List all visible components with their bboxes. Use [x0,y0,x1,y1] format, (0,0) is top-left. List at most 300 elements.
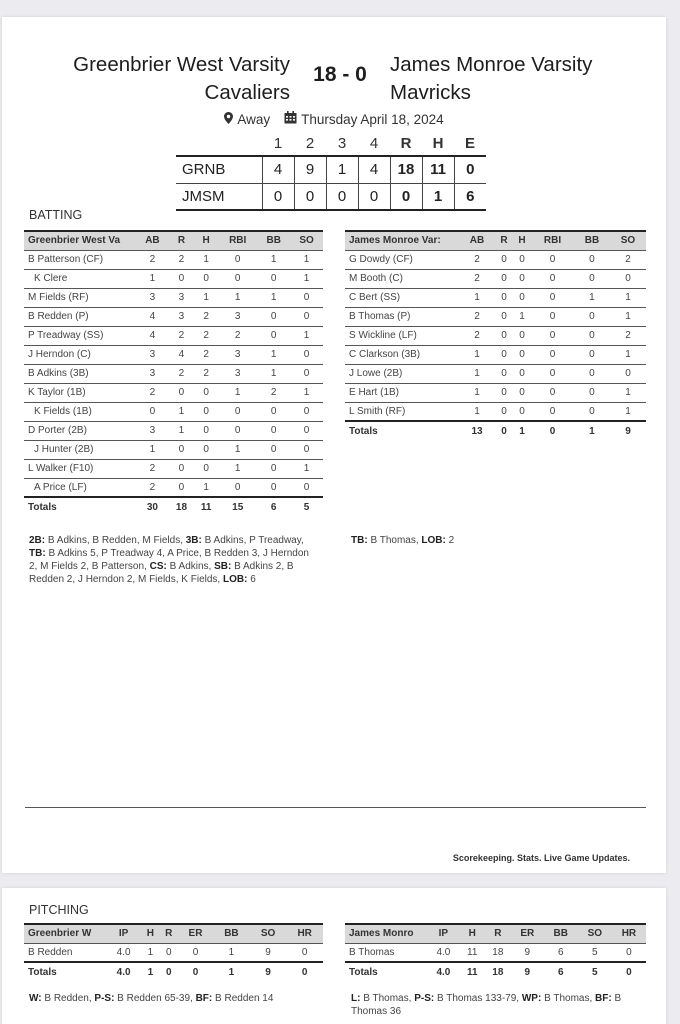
stat-value: 0 [495,326,513,345]
stat-value: 1 [610,402,646,421]
errors-total: 0 [454,156,486,183]
stat-value: 11 [460,943,485,962]
calendar-icon [284,111,297,127]
stat-column-header: RBI [229,235,247,247]
stat-value: 0 [257,421,290,440]
stat-value: 0 [610,269,646,288]
stat-column-header: IP [118,928,129,940]
player-row [24,307,323,326]
stat-value: 1 [459,345,495,364]
stat-value: 3 [218,307,257,326]
inning-score: 0 [326,183,358,210]
pitching-card [2,888,666,1024]
home-team-name [73,51,290,107]
stat-value: 0 [194,440,218,459]
total-value: 18 [175,501,188,513]
stat-value: 1 [169,421,194,440]
player-name: C Bert (SS) [345,288,459,307]
player-row [345,250,646,269]
stat-value: 2 [169,364,194,383]
stat-value: 0 [194,421,218,440]
note-text: B Redden 14 [212,993,274,1004]
note-text: B Thomas 36 [351,993,622,1017]
player-row [24,326,323,345]
stat-value: 0 [257,440,290,459]
stat-value: 0 [495,383,513,402]
stat-value: 1 [290,383,323,402]
stat-value: 2 [459,307,495,326]
total-value: 4.0 [436,966,451,978]
stat-column-header: SO [299,235,314,247]
inning-score: 0 [294,183,326,210]
player-row [24,478,323,497]
note-text: B Thomas, [541,993,596,1004]
note-text: B Adkins, [166,561,215,572]
note-text: B Adkins 2, B Redden 2, J Herndon 2, M Fields, K Fields, [29,561,294,585]
total-value: 1 [519,425,525,437]
total-value: 0 [626,966,632,978]
totals-row [24,962,323,981]
stat-value: 1 [257,250,290,269]
stat-column-header: IP [438,928,449,940]
runs-total: 0 [390,183,422,210]
note-text: B Redden 65-39, [114,993,196,1004]
stat-value: 3 [169,307,194,326]
stat-value: 6 [544,943,578,962]
note-label: TB: [351,535,368,546]
player-name: J Hunter (2B) [24,440,136,459]
linescore-row-home [176,156,486,183]
player-name: M Fields (RF) [24,288,136,307]
stat-value: 2 [459,326,495,345]
batting-section-title: BATTING [29,208,83,222]
stat-value: 0 [257,459,290,478]
inning-header: 2 [305,135,315,152]
stat-value: 1 [290,459,323,478]
stat-value: 2 [257,383,290,402]
stat-value: 0 [574,383,610,402]
player-name: L Walker (F10) [24,459,136,478]
stat-value: 1 [218,288,257,307]
total-value: 0 [301,966,308,978]
stat-value: 0 [218,269,257,288]
stat-column-header: HR [621,928,637,940]
player-row [345,345,646,364]
stat-value: 2 [136,459,169,478]
stat-value: 0 [495,364,513,383]
note-label: P-S: [94,993,115,1004]
inning-header: 1 [273,135,283,152]
map-pin-icon [224,112,233,127]
player-row [24,345,323,364]
stat-value: 4 [136,326,169,345]
stat-value: 1 [194,478,218,497]
stat-column-header: H [146,928,155,940]
player-row [345,326,646,345]
stat-value: 0 [495,345,513,364]
player-name: B Patterson (CF) [24,250,136,269]
stat-value: 0 [610,364,646,383]
stat-value: 2 [136,478,169,497]
game-meta [2,111,666,127]
total-value: 9 [265,966,271,978]
total-value: 5 [303,501,310,513]
totals-label: Totals [28,966,57,978]
stat-column-header: H [518,235,526,247]
game-header [2,47,666,111]
away-team-mascot: Mavricks [390,81,471,104]
player-name: A Price (LF) [24,478,136,497]
player-row [345,383,646,402]
total-value: 9 [625,425,631,437]
player-row [24,459,323,478]
player-name: J Lowe (2B) [345,364,459,383]
home-batting-notes [29,534,315,586]
inning-score: 1 [326,156,358,183]
stat-value: 0 [531,307,574,326]
stat-value: 3 [136,364,169,383]
totals-row [345,962,646,981]
note-label: LOB: [421,535,446,546]
total-value: 11 [466,966,478,978]
team-column-header: Greenbrier W [28,928,92,940]
player-name: G Dowdy (CF) [345,250,459,269]
team-column-header: James Monroe Var: [349,235,441,247]
stat-value: 0 [290,307,323,326]
stat-value: 1 [459,288,495,307]
note-text: B Thomas 133-79, [434,993,522,1004]
total-value: 0 [549,425,556,437]
note-text: B Adkins, B Redden, M Fields, [45,535,186,546]
player-name: S Wickline (LF) [345,326,459,345]
stat-value: 4 [169,345,194,364]
player-name: B Redden (P) [24,307,136,326]
stat-value: 1 [290,269,323,288]
stat-value: 4.0 [427,943,460,962]
stat-value: 0 [194,459,218,478]
stat-column-header: AB [469,235,485,247]
stat-value: 0 [257,478,290,497]
stat-value: 0 [257,269,290,288]
player-name: B Thomas (P) [345,307,459,326]
home-team-mascot: Cavaliers [204,81,290,104]
player-name: B Redden [24,943,106,962]
stat-value: 0 [574,269,610,288]
player-row [345,288,646,307]
stat-value: 0 [513,402,531,421]
stat-value: 0 [513,269,531,288]
stat-column-header: BB [224,928,239,940]
team-abbr: GRNB [176,156,262,183]
note-text: B Thomas, [360,993,415,1004]
player-name: L Smith (RF) [345,402,459,421]
player-name: E Hart (1B) [345,383,459,402]
stat-value: 0 [286,943,323,962]
player-row [345,307,646,326]
stat-value: 1 [136,440,169,459]
stat-value: 3 [136,345,169,364]
stat-value: 0 [531,288,574,307]
stat-value: 0 [169,459,194,478]
stat-value: 0 [194,402,218,421]
stat-value: 0 [290,288,323,307]
player-name: C Clarkson (3B) [345,345,459,364]
stat-value: 1 [257,288,290,307]
stat-value: 3 [136,288,169,307]
player-row [345,402,646,421]
stat-value: 0 [574,345,610,364]
player-name: J Herndon (C) [24,345,136,364]
stat-value: 1 [218,459,257,478]
stat-value: 0 [531,402,574,421]
team-column-header: James Monro [349,928,414,940]
inning-header: 4 [369,135,379,152]
note-label: BF: [595,993,612,1004]
stat-value: 1 [218,440,257,459]
stat-value: 18 [485,943,511,962]
stat-value: 1 [290,250,323,269]
stat-value: 0 [513,364,531,383]
inning-score: 0 [358,183,390,210]
home-batting-table [24,230,323,516]
stat-value: 1 [610,383,646,402]
stat-value: 0 [531,345,574,364]
stat-value: 3 [169,288,194,307]
stat-value: 2 [194,307,218,326]
stat-value: 2 [459,269,495,288]
stat-value: 0 [531,250,574,269]
stat-value: 1 [610,288,646,307]
stat-value: 0 [574,326,610,345]
player-row [345,269,646,288]
stat-column-header: R [165,928,173,940]
stat-value: 0 [612,943,646,962]
stat-value: 0 [136,402,169,421]
stat-value: 1 [459,383,495,402]
stat-value: 2 [194,345,218,364]
stat-value: 0 [290,440,323,459]
stat-column-header: H [468,928,476,940]
player-name: B Thomas [345,943,427,962]
player-row [24,402,323,421]
away-batting-notes [351,534,641,547]
total-value: 9 [524,966,531,978]
totals-label: Totals [28,501,57,513]
total-value: 15 [232,501,244,513]
team-abbr: JMSM [176,183,262,210]
errors-header: E [464,135,475,152]
player-row [24,288,323,307]
stat-value: 5 [578,943,612,962]
stat-value: 0 [169,269,194,288]
stat-column-header: R [494,928,502,940]
total-value: 1 [147,966,154,978]
stat-value: 0 [574,402,610,421]
stat-column-header: H [202,235,210,247]
stat-value: 1 [169,402,194,421]
note-label: BF: [195,993,213,1004]
linescore-row-away [176,183,486,210]
stat-value: 1 [194,288,218,307]
pitching-section-title: PITCHING [29,903,89,917]
home-pitching-table [24,923,323,981]
away-batting-table [345,230,646,440]
note-label: W: [29,993,42,1004]
stat-value: 2 [194,326,218,345]
player-name: D Porter (2B) [24,421,136,440]
note-label: L: [351,993,361,1004]
stat-column-header: BB [266,235,281,247]
stat-value: 0 [290,478,323,497]
stat-value: 0 [194,383,218,402]
player-name: P Treadway (SS) [24,326,136,345]
stat-value: 0 [513,250,531,269]
linescore-table [176,134,486,211]
stat-value: 2 [136,250,169,269]
inning-score: 4 [358,156,390,183]
note-label: P-S: [414,993,435,1004]
stat-value: 0 [531,364,574,383]
stat-value: 0 [160,943,178,962]
player-name: K Taylor (1B) [24,383,136,402]
stat-value: 2 [169,250,194,269]
stat-column-header: R [177,235,186,247]
stat-value: 0 [495,402,513,421]
note-text: 2 [445,535,455,546]
inning-score: 0 [262,183,294,210]
stat-column-header: RBI [543,235,562,247]
stat-value: 4 [136,307,169,326]
stat-value: 0 [513,345,531,364]
stat-value: 0 [531,383,574,402]
stat-column-header: ER [520,928,535,940]
stat-value: 4.0 [106,943,141,962]
stat-value: 0 [218,402,257,421]
stat-column-header: BB [584,235,600,247]
player-row [345,943,646,962]
stat-value: 9 [511,943,544,962]
stat-value: 1 [290,326,323,345]
total-value: 6 [270,501,277,513]
stat-value: 1 [574,288,610,307]
note-label: 3B: [185,535,202,546]
stat-value: 1 [194,250,218,269]
stat-column-header: ER [188,928,203,940]
stat-value: 1 [459,364,495,383]
stat-column-header: AB [145,235,160,247]
stat-value: 0 [531,269,574,288]
stat-value: 1 [513,307,531,326]
stat-value: 2 [194,364,218,383]
away-team-name [390,51,592,107]
stat-value: 0 [169,440,194,459]
runs-total: 18 [390,156,422,183]
stat-value: 2 [610,326,646,345]
player-row [24,364,323,383]
note-text: B Adkins, P Treadway, [201,535,304,546]
player-row [24,943,323,962]
note-label: WP: [521,993,542,1004]
stat-value: 1 [257,345,290,364]
inning-score: 9 [294,156,326,183]
stat-value: 1 [459,402,495,421]
game-date: Thursday April 18, 2024 [301,111,444,127]
stat-value: 1 [141,943,159,962]
stat-value: 1 [610,307,646,326]
totals-label: Totals [349,425,378,437]
stat-value: 0 [495,307,513,326]
totals-row [345,421,646,440]
stat-value: 0 [290,364,323,383]
stat-value: 0 [574,364,610,383]
stat-value: 0 [574,307,610,326]
total-value: 30 [146,501,158,513]
home-team-school: Greenbrier West Varsity [73,53,290,76]
total-value: 1 [228,966,235,978]
total-value: 6 [557,966,564,978]
stat-value: 2 [218,326,257,345]
totals-label: Totals [349,966,378,978]
hits-header: H [432,135,444,152]
note-label: CS: [149,561,167,572]
runs-header: R [400,135,412,152]
note-label: LOB: [222,574,248,585]
away-pitching-table [345,923,646,981]
total-value: 1 [589,425,595,437]
totals-row [24,497,323,516]
stat-column-header: SO [587,928,603,940]
stat-value: 0 [531,326,574,345]
total-value: 0 [501,425,507,437]
away-team-school: James Monroe Varsity [390,53,593,76]
note-label: SB: [214,561,232,572]
stat-value: 1 [136,269,169,288]
stat-value: 0 [290,421,323,440]
stat-value: 0 [218,250,257,269]
stat-value: 0 [495,250,513,269]
player-row [24,440,323,459]
location-label: Away [237,111,271,127]
stat-value: 0 [218,421,257,440]
stat-value: 0 [290,345,323,364]
stat-value: 0 [178,943,213,962]
stat-column-header: R [500,235,508,247]
stat-value: 3 [218,345,257,364]
stat-value: 2 [459,250,495,269]
inning-score: 4 [262,156,294,183]
total-value: 13 [471,425,483,437]
inning-header: 3 [337,135,347,152]
stat-value: 3 [218,364,257,383]
home-pitching-notes [29,992,325,1005]
player-name: K Clere [24,269,136,288]
stat-value: 1 [257,364,290,383]
errors-total: 6 [454,183,486,210]
note-label: 2B: [29,535,46,546]
note-label: TB: [29,548,46,559]
stat-value: 0 [257,307,290,326]
stat-value: 0 [169,383,194,402]
total-value: 18 [492,966,504,978]
stat-value: 0 [513,326,531,345]
stat-value: 0 [513,288,531,307]
player-row [24,269,323,288]
player-row [345,364,646,383]
player-row [24,421,323,440]
stat-value: 1 [610,345,646,364]
stat-value: 0 [257,326,290,345]
player-row [24,383,323,402]
